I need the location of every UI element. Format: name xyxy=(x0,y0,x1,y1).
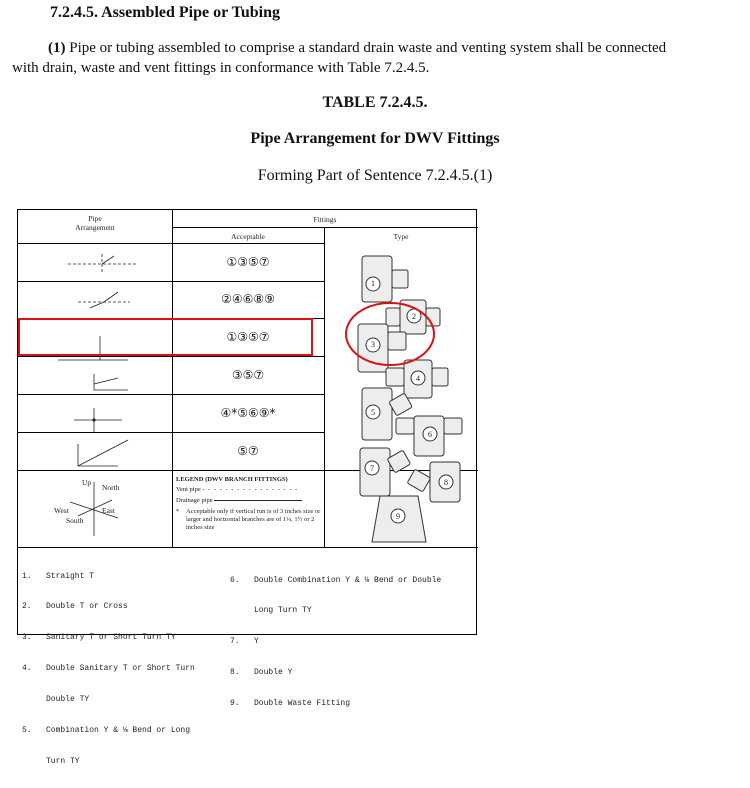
fitting-list-right xyxy=(230,555,476,730)
legend-title: LEGEND (DWV BRANCH FITTINGS) xyxy=(176,476,288,483)
header-fittings: Fittings xyxy=(313,215,337,224)
compass-east: East xyxy=(102,506,115,515)
fitting-item: Turn TY xyxy=(22,756,80,766)
type-label-3: 3 xyxy=(371,340,375,349)
table-title: TABLE 7.2.4.5. xyxy=(322,94,428,111)
type-label-1: 1 xyxy=(371,279,375,288)
dwv-table xyxy=(17,209,477,766)
highlight-rectangle xyxy=(18,318,313,356)
fitting-item: 5. Combination Y & ⅛ Bend or Long xyxy=(22,726,191,736)
highlight-circle xyxy=(340,300,440,372)
type-label-4: 4 xyxy=(416,374,420,383)
fitting-item: Double TY xyxy=(22,695,90,705)
fitting-list-left xyxy=(22,551,232,788)
acceptable-row-6: ⑤⑦ xyxy=(237,444,259,458)
fitting-item: 7. Y xyxy=(230,637,259,647)
acceptable-row-3: ①③⑤⑦ xyxy=(226,330,270,344)
compass-north: North xyxy=(102,483,120,492)
header-pipe: Pipe xyxy=(88,214,102,223)
type-label-7: 7 xyxy=(370,464,374,473)
fitting-item: 2. Double T or Cross xyxy=(22,602,128,612)
legend-vent: Vent pipe xyxy=(176,486,201,493)
fitting-item: 3. Sanitary T or Short Turn TY xyxy=(22,633,176,643)
acceptable-row-1: ①③⑤⑦ xyxy=(226,255,270,269)
table-subtitle: Forming Part of Sentence 7.2.4.5.(1) xyxy=(257,167,493,184)
legend-drainage: Drainage pipe xyxy=(176,497,213,504)
type-label-6: 6 xyxy=(428,430,432,439)
legend-note: Acceptable only if vertical run is of 3 inches size or larger and horizontal branches are of 1¼, 1½ or 2 inches size xyxy=(186,508,321,531)
fitting-item: Long Turn TY xyxy=(230,606,312,616)
header-arrangement: Arrangement xyxy=(75,223,115,232)
header-type: Type xyxy=(393,232,409,241)
fitting-item: 4. Double Sanitary T or Short Turn xyxy=(22,664,195,674)
compass-up: Up xyxy=(82,478,92,487)
compass-south: South xyxy=(66,516,84,525)
acceptable-row-4: ③⑤⑦ xyxy=(231,368,265,382)
legend: LEGEND (DWV BRANCH FITTINGS) Vent pipe - - - - - - - - - - - - - - - - - Drainage pipe * Acceptable only if vertical run is of 3 inches size or larger and horizontal branches are of 1¼, 1½ or 2 inches size xyxy=(176,476,321,531)
fitting-item: 1. Straight T xyxy=(22,571,95,581)
header-acceptable: Acceptable xyxy=(231,232,265,241)
fitting-item: 9. Double Waste Fitting xyxy=(230,699,351,709)
paragraph-line-1: Pipe or tubing assembled to comprise a standard drain waste and venting system shall be connected xyxy=(65,40,667,56)
section-heading: 7.2.4.5. Assembled Pipe or Tubing xyxy=(50,4,280,21)
paragraph-line-2: with drain, waste and vent fittings in conformance with Table 7.2.4.5. xyxy=(12,60,430,76)
fitting-item: 8. Double Y xyxy=(230,668,293,678)
pipe-arrangement-diagrams xyxy=(18,244,172,470)
type-label-9: 9 xyxy=(396,512,400,521)
fitting-item: 6. Double Combination Y & ⅛ Bend or Double xyxy=(230,575,442,585)
legend-note-star: * xyxy=(176,508,180,515)
compass-west: West xyxy=(54,506,69,515)
type-label-8: 8 xyxy=(444,478,448,487)
fitting-type-illustrations xyxy=(336,250,478,550)
table-name: Pipe Arrangement for DWV Fittings xyxy=(250,130,500,147)
acceptable-row-2: ②④⑥⑧⑨ xyxy=(221,292,275,306)
paragraph-number: (1) xyxy=(48,40,66,56)
type-label-2: 2 xyxy=(412,312,416,321)
paragraph xyxy=(12,38,744,78)
type-label-5: 5 xyxy=(371,408,375,417)
acceptable-row-5: ④*⑤⑥⑨* xyxy=(220,406,276,420)
